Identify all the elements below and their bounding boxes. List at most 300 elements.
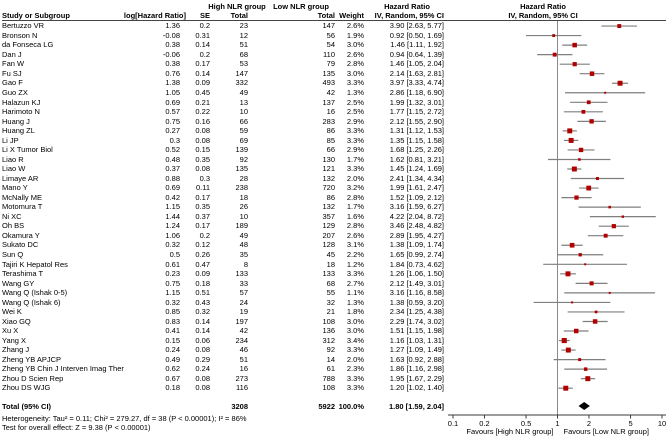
high-nlr-total: 18 (239, 192, 248, 202)
hr-marker (604, 234, 608, 238)
log-hazard-ratio: 0.32 (165, 240, 180, 250)
hr-ci-text: 2.89 [1.95, 4.27] (389, 230, 444, 240)
log-hazard-ratio: 0.5 (169, 250, 180, 260)
favours-left-label: Favours [High NLR group] (466, 427, 554, 436)
low-nlr-total: 61 (326, 364, 335, 374)
study-name: Xu X (2, 326, 19, 336)
hr-ci-text: 1.99 [1.32, 3.01] (389, 97, 444, 107)
high-nlr-total: 33 (239, 278, 248, 288)
low-nlr-total: 357 (322, 211, 335, 221)
hr-marker (593, 319, 598, 324)
hr-ci-text: 2.86 [1.18, 6.90] (389, 88, 444, 97)
low-nlr-total: 132 (322, 173, 335, 183)
study-name: Guo ZX (2, 88, 28, 97)
hr-ci-text: 1.27 [1.09, 1.49] (389, 345, 444, 355)
weight-value: 2.8% (346, 221, 364, 231)
low-nlr-total: 92 (326, 345, 335, 355)
se-value: 0.21 (195, 97, 210, 107)
high-nlr-total: 66 (239, 116, 248, 126)
study-name: Wang Q (Ishak 0-5) (2, 288, 68, 298)
high-nlr-total: 135 (235, 164, 248, 174)
hr-marker (579, 253, 582, 256)
hr-ci-text: 2.34 [1.25, 4.38] (389, 307, 444, 317)
log-hazard-ratio: 1.05 (165, 88, 180, 97)
weight-value: 2.0% (346, 354, 364, 364)
low-nlr-total: 135 (322, 68, 335, 78)
x-tick-label: 5 (628, 419, 633, 428)
high-nlr-total: 23 (239, 21, 248, 31)
hr-marker (587, 100, 591, 104)
study-name: Huang J (2, 116, 30, 126)
hr-marker (590, 281, 594, 285)
hr-ci-text: 2.14 [1.63, 2.81] (389, 68, 444, 78)
total-high-total: 3208 (231, 401, 248, 411)
se-value: 0.06 (195, 335, 210, 345)
study-name: Zheng YB APJCP (2, 354, 62, 364)
se-value: 0.09 (195, 269, 210, 279)
hr-ci-text: 0.94 [0.64, 1.39] (389, 49, 444, 59)
log-hazard-ratio: 0.62 (165, 364, 180, 374)
low-nlr-total: 133 (322, 269, 335, 279)
hr-marker (566, 348, 571, 353)
log-hazard-ratio: 0.32 (165, 297, 180, 307)
low-nlr-total: 42 (326, 88, 335, 97)
weight-value: 1.9% (346, 30, 364, 40)
hr-ci-text: 1.51 [1.15, 1.98] (389, 326, 444, 336)
high-nlr-total: 59 (239, 126, 248, 136)
se-value: 0.51 (195, 288, 210, 298)
weight-value: 3.3% (346, 373, 364, 383)
low-nlr-total: 207 (322, 230, 335, 240)
weight-value: 3.1% (346, 240, 364, 250)
hr-marker (584, 367, 587, 370)
weight-value: 1.1% (346, 288, 364, 298)
study-name: Motomura T (2, 202, 43, 212)
low-nlr-total: 21 (326, 307, 335, 317)
high-nlr-total: 273 (235, 373, 248, 383)
study-name: Liao R (2, 154, 24, 164)
high-nlr-total: 10 (239, 107, 248, 117)
log-hazard-ratio: 1.15 (165, 288, 180, 298)
col-header-method-plot: IV, Random, 95% CI (508, 11, 578, 20)
hr-marker (608, 206, 611, 209)
study-name: Bronson N (2, 30, 38, 40)
low-nlr-total: 14 (326, 354, 335, 364)
hr-marker (612, 224, 616, 228)
high-nlr-total: 116 (236, 383, 248, 393)
log-hazard-ratio: 0.57 (165, 107, 180, 117)
low-nlr-total: 55 (326, 288, 335, 298)
study-name: Zhou D Scien Rep (2, 373, 64, 383)
high-nlr-total: 332 (235, 78, 248, 88)
hr-ci-text: 1.86 [1.16, 2.98] (389, 364, 444, 374)
study-name: Wang Q (Ishak 6) (2, 297, 61, 307)
se-value: 0.2 (199, 49, 210, 59)
se-value: 0.2 (199, 21, 210, 31)
hr-marker (617, 24, 621, 28)
se-value: 0.09 (195, 78, 210, 88)
high-nlr-total: 69 (239, 135, 248, 145)
se-value: 0.08 (195, 373, 210, 383)
log-hazard-ratio: 1.38 (165, 78, 180, 88)
weight-value: 3.3% (346, 164, 364, 174)
hr-ci-text: 1.65 [0.99, 2.74] (389, 250, 444, 260)
low-nlr-total: 32 (326, 297, 335, 307)
col-header-low-total: Total (317, 11, 335, 20)
study-name: Terashima T (2, 269, 44, 279)
hr-ci-text: 3.16 [1.16, 8.58] (389, 288, 444, 298)
hr-ci-text: 2.29 [1.74, 3.02] (389, 316, 444, 326)
low-nlr-total: 130 (322, 154, 335, 164)
weight-value: 1.3% (346, 88, 364, 97)
weight-value: 1.7% (346, 202, 364, 212)
se-value: 0.08 (195, 135, 210, 145)
study-name: Harimoto N (2, 107, 40, 117)
weight-value: 2.0% (346, 173, 364, 183)
se-value: 0.35 (195, 202, 210, 212)
se-value: 0.32 (195, 307, 210, 317)
total-hr-ci: 1.80 [1.59, 2.04] (388, 401, 444, 411)
log-hazard-ratio: 0.52 (165, 145, 180, 155)
weight-value: 3.0% (346, 316, 364, 326)
high-nlr-total: 19 (239, 307, 248, 317)
weight-value: 2.6% (346, 21, 364, 31)
study-name: Zhang J (2, 345, 30, 355)
high-nlr-total: 57 (239, 288, 248, 298)
se-value: 0.24 (195, 364, 210, 374)
se-value: 0.14 (195, 326, 210, 336)
favours-right-label: Favours [Low NLR group] (563, 427, 649, 436)
hr-marker (579, 148, 583, 152)
high-nlr-total: 12 (239, 30, 248, 40)
weight-value: 2.6% (346, 49, 364, 59)
log-hazard-ratio: -0.06 (162, 49, 180, 59)
x-tick-label: 10 (657, 419, 667, 428)
total-label: Total (95% CI) (2, 401, 52, 411)
low-nlr-total: 121 (322, 164, 335, 174)
weight-value: 2.9% (346, 145, 364, 155)
study-name: da Fonseca LG (2, 40, 54, 50)
total-diamond (579, 402, 590, 410)
weight-value: 3.3% (346, 126, 364, 136)
log-hazard-ratio: 0.23 (165, 269, 180, 279)
hr-ci-text: 1.77 [1.15, 2.72] (389, 107, 444, 117)
hr-ci-text: 3.16 [1.59, 6.27] (389, 202, 444, 212)
study-name: McNally ME (2, 192, 43, 202)
se-value: 0.08 (195, 126, 210, 136)
high-nlr-total: 139 (235, 145, 248, 155)
hr-ci-text: 1.31 [1.12, 1.53] (389, 126, 444, 136)
study-name: Yang X (2, 335, 27, 345)
study-name: Zhou DS WJG (2, 383, 51, 393)
high-nlr-total: 189 (235, 221, 248, 231)
high-nlr-total: 51 (239, 40, 248, 50)
log-hazard-ratio: 0.15 (165, 335, 180, 345)
study-name: Huang ZL (2, 126, 35, 136)
hr-marker (563, 386, 568, 391)
se-value: 0.17 (195, 59, 210, 69)
log-hazard-ratio: 0.76 (165, 68, 180, 78)
low-nlr-total: 128 (322, 240, 335, 250)
hr-marker (590, 71, 595, 76)
hr-ci-text: 1.46 [1.11, 1.92] (390, 40, 444, 50)
study-name: Wei K (2, 307, 22, 317)
hr-marker (582, 110, 586, 114)
low-nlr-total: 108 (322, 316, 335, 326)
high-nlr-total: 49 (239, 230, 248, 240)
col-header-log-hazard-ratio: log[Hazard Ratio] (123, 11, 186, 20)
se-value: 0.14 (195, 316, 210, 326)
col-header-hazard-ratio-text: Hazard Ratio (384, 1, 430, 11)
col-header-low-nlr-group: Low NLR group (273, 1, 329, 11)
log-hazard-ratio: 0.75 (165, 278, 180, 288)
log-hazard-ratio: 1.15 (165, 202, 180, 212)
hr-ci-text: 1.16 [1.03, 1.31] (389, 335, 444, 345)
high-nlr-total: 26 (239, 202, 248, 212)
hr-marker (573, 62, 577, 66)
hr-marker (589, 119, 593, 123)
log-hazard-ratio: 0.69 (165, 97, 180, 107)
low-nlr-total: 79 (326, 59, 335, 69)
weight-value: 3.3% (346, 383, 364, 393)
col-header-weight: Weight (339, 11, 364, 20)
hr-ci-text: 3.90 [2.63, 5.77] (389, 21, 444, 31)
weight-value: 2.3% (346, 364, 364, 374)
hr-marker (571, 301, 573, 303)
se-value: 0.08 (195, 164, 210, 174)
hr-marker (570, 243, 575, 248)
high-nlr-total: 42 (239, 326, 248, 336)
col-header-high-nlr-group: High NLR group (208, 1, 266, 11)
overall-effect-note: Test for overall effect: Z = 9.38 (P < 0.00001) (2, 423, 151, 432)
study-name: Bertuzzo VR (2, 21, 45, 31)
log-hazard-ratio: 1.24 (165, 221, 180, 231)
weight-value: 1.6% (346, 211, 364, 221)
total-low-total: 5922 (318, 401, 335, 411)
se-value: 0.11 (195, 183, 210, 193)
weight-value: 3.0% (346, 68, 364, 78)
study-name: Li X Tumor Biol (2, 145, 53, 155)
weight-value: 2.9% (346, 116, 364, 126)
high-nlr-total: 147 (235, 68, 248, 78)
se-value: 0.15 (195, 145, 210, 155)
se-value: 0.16 (195, 116, 210, 126)
hr-marker (585, 376, 590, 381)
se-value: 0.08 (195, 383, 210, 393)
hr-ci-text: 2.12 [1.55, 2.90] (389, 116, 444, 126)
low-nlr-total: 136 (322, 326, 335, 336)
low-nlr-total: 56 (326, 30, 335, 40)
high-nlr-total: 234 (235, 335, 248, 345)
log-hazard-ratio: 0.69 (165, 183, 180, 193)
low-nlr-total: 108 (322, 383, 335, 393)
low-nlr-total: 85 (326, 135, 335, 145)
low-nlr-total: 54 (326, 40, 335, 50)
high-nlr-total: 35 (239, 250, 248, 260)
high-nlr-total: 92 (239, 154, 248, 164)
hr-ci-text: 1.46 [1.05, 2.04] (389, 59, 444, 69)
x-tick-label: 0.5 (520, 419, 532, 428)
weight-value: 3.0% (346, 326, 364, 336)
hr-ci-text: 0.92 [0.50, 1.69] (389, 30, 444, 40)
log-hazard-ratio: 1.36 (165, 21, 180, 31)
hr-ci-text: 1.45 [1.24, 1.69] (389, 164, 444, 174)
hr-ci-text: 2.12 [1.49, 3.01] (389, 278, 444, 288)
hr-marker (596, 177, 599, 180)
study-name: Fu SJ (2, 68, 22, 78)
high-nlr-total: 8 (243, 259, 248, 269)
high-nlr-total: 133 (235, 269, 248, 279)
low-nlr-total: 129 (322, 221, 335, 231)
se-value: 0.26 (195, 250, 210, 260)
low-nlr-total: 312 (322, 335, 335, 345)
log-hazard-ratio: 0.27 (165, 126, 180, 136)
col-header-se: SE (199, 11, 210, 20)
se-value: 0.31 (195, 30, 210, 40)
hr-marker (553, 53, 557, 57)
weight-value: 2.5% (346, 107, 364, 117)
se-value: 0.43 (195, 297, 210, 307)
weight-value: 2.8% (346, 59, 364, 69)
study-name: Limaye AR (2, 173, 39, 183)
se-value: 0.08 (195, 345, 210, 355)
se-value: 0.18 (195, 278, 210, 288)
weight-value: 1.7% (346, 154, 364, 164)
x-tick-label: 0.1 (447, 419, 459, 428)
log-hazard-ratio: -0.08 (162, 30, 180, 40)
se-value: 0.2 (199, 230, 210, 240)
hr-marker (578, 358, 581, 361)
log-hazard-ratio: 0.48 (165, 154, 180, 164)
low-nlr-total: 86 (326, 192, 335, 202)
low-nlr-total: 66 (326, 145, 335, 155)
weight-value: 2.5% (346, 97, 364, 107)
log-hazard-ratio: 0.41 (165, 326, 180, 336)
weight-value: 2.7% (346, 278, 364, 288)
hr-marker (595, 311, 598, 314)
log-hazard-ratio: 0.49 (165, 354, 180, 364)
se-value: 0.47 (195, 259, 210, 269)
hr-marker (572, 43, 577, 48)
high-nlr-total: 24 (239, 297, 248, 307)
hr-ci-text: 1.20 [1.02, 1.40] (389, 383, 444, 393)
weight-value: 2.8% (346, 192, 364, 202)
low-nlr-total: 137 (322, 97, 335, 107)
low-nlr-total: 16 (326, 107, 335, 117)
weight-value: 3.3% (346, 269, 364, 279)
study-name: Zheng YB Chin J Interven Imag Ther (2, 364, 124, 374)
hr-marker (609, 292, 611, 294)
log-hazard-ratio: 0.37 (165, 164, 180, 174)
x-tick-label: 2 (586, 419, 592, 428)
se-value: 0.22 (195, 107, 210, 117)
log-hazard-ratio: 0.85 (165, 307, 180, 317)
low-nlr-total: 110 (323, 49, 335, 59)
hr-marker (622, 215, 624, 217)
se-value: 0.12 (195, 240, 210, 250)
study-name: Tajiri K Hepatol Res (2, 259, 68, 269)
col-header-hazard-ratio-plot: Hazard Ratio (520, 1, 566, 11)
hr-ci-text: 1.95 [1.67, 2.29] (389, 373, 444, 383)
hr-ci-text: 3.46 [2.48, 4.82] (389, 221, 444, 231)
study-name: Dan J (2, 49, 22, 59)
high-nlr-total: 48 (239, 240, 248, 250)
weight-value: 3.3% (346, 135, 364, 145)
weight-value: 1.3% (346, 297, 364, 307)
heterogeneity-note: Heterogeneity: Tau² = 0.11; Chi² = 279.27, df = 38 (P < 0.00001); I² = 86% (2, 414, 247, 423)
se-value: 0.14 (195, 68, 210, 78)
log-hazard-ratio: 0.42 (165, 192, 180, 202)
low-nlr-total: 18 (326, 259, 335, 269)
se-value: 0.17 (195, 192, 210, 202)
high-nlr-total: 16 (239, 364, 248, 374)
study-name: Xiao GQ (2, 316, 31, 326)
hr-marker (569, 138, 574, 143)
weight-value: 2.2% (346, 250, 364, 260)
high-nlr-total: 197 (235, 316, 248, 326)
log-hazard-ratio: 0.61 (165, 259, 180, 269)
study-name: Oh BS (2, 221, 25, 231)
low-nlr-total: 132 (322, 202, 335, 212)
low-nlr-total: 86 (326, 126, 335, 136)
se-value: 0.14 (195, 40, 210, 50)
hr-ci-text: 1.38 [1.09, 1.74] (389, 240, 444, 250)
hr-ci-text: 4.22 [2.04, 8.72] (389, 211, 444, 221)
x-tick-label: 1 (555, 419, 560, 428)
high-nlr-total: 238 (235, 183, 248, 193)
weight-value: 3.3% (346, 78, 364, 88)
log-hazard-ratio: 0.3 (169, 135, 180, 145)
low-nlr-total: 493 (322, 78, 335, 88)
log-hazard-ratio: 0.67 (165, 373, 180, 383)
hr-ci-text: 1.84 [0.73, 4.62] (389, 259, 444, 269)
hr-ci-text: 1.99 [1.61, 2.47] (389, 183, 444, 193)
log-hazard-ratio: 0.88 (165, 173, 180, 183)
weight-value: 3.3% (346, 345, 364, 355)
high-nlr-total: 68 (239, 49, 248, 59)
hr-marker (586, 186, 591, 191)
hr-marker (552, 34, 555, 37)
x-tick-label: 0.2 (479, 419, 490, 428)
log-hazard-ratio: 0.83 (165, 316, 180, 326)
study-name: Li JP (2, 135, 19, 145)
study-name: Fan W (2, 59, 25, 69)
study-name: Okamura Y (2, 230, 40, 240)
hr-ci-text: 1.62 [0.81, 3.21] (389, 154, 444, 164)
weight-value: 1.8% (346, 307, 364, 317)
study-name: Mano Y (2, 183, 28, 193)
log-hazard-ratio: 1.44 (165, 211, 180, 221)
study-name: Halazun KJ (2, 97, 41, 107)
study-name: Gao F (2, 78, 23, 88)
log-hazard-ratio: 0.75 (165, 116, 180, 126)
hr-ci-text: 3.97 [3.33, 4.74] (389, 78, 444, 88)
hr-marker (604, 92, 606, 94)
hr-ci-text: 1.63 [0.92, 2.88] (389, 354, 444, 364)
weight-value: 1.2% (346, 259, 364, 269)
hr-marker (584, 263, 586, 265)
weight-value: 3.2% (346, 183, 364, 193)
study-name: Sun Q (2, 250, 24, 260)
hr-ci-text: 1.52 [1.09, 2.12] (389, 192, 444, 202)
hr-ci-text: 2.41 [1.34, 4.34] (389, 173, 444, 183)
study-name: Sukato DC (2, 240, 39, 250)
hr-marker (578, 158, 581, 161)
weight-value: 3.4% (346, 335, 364, 345)
log-hazard-ratio: 0.38 (165, 40, 180, 50)
se-value: 0.17 (195, 221, 210, 231)
low-nlr-total: 720 (322, 183, 335, 193)
